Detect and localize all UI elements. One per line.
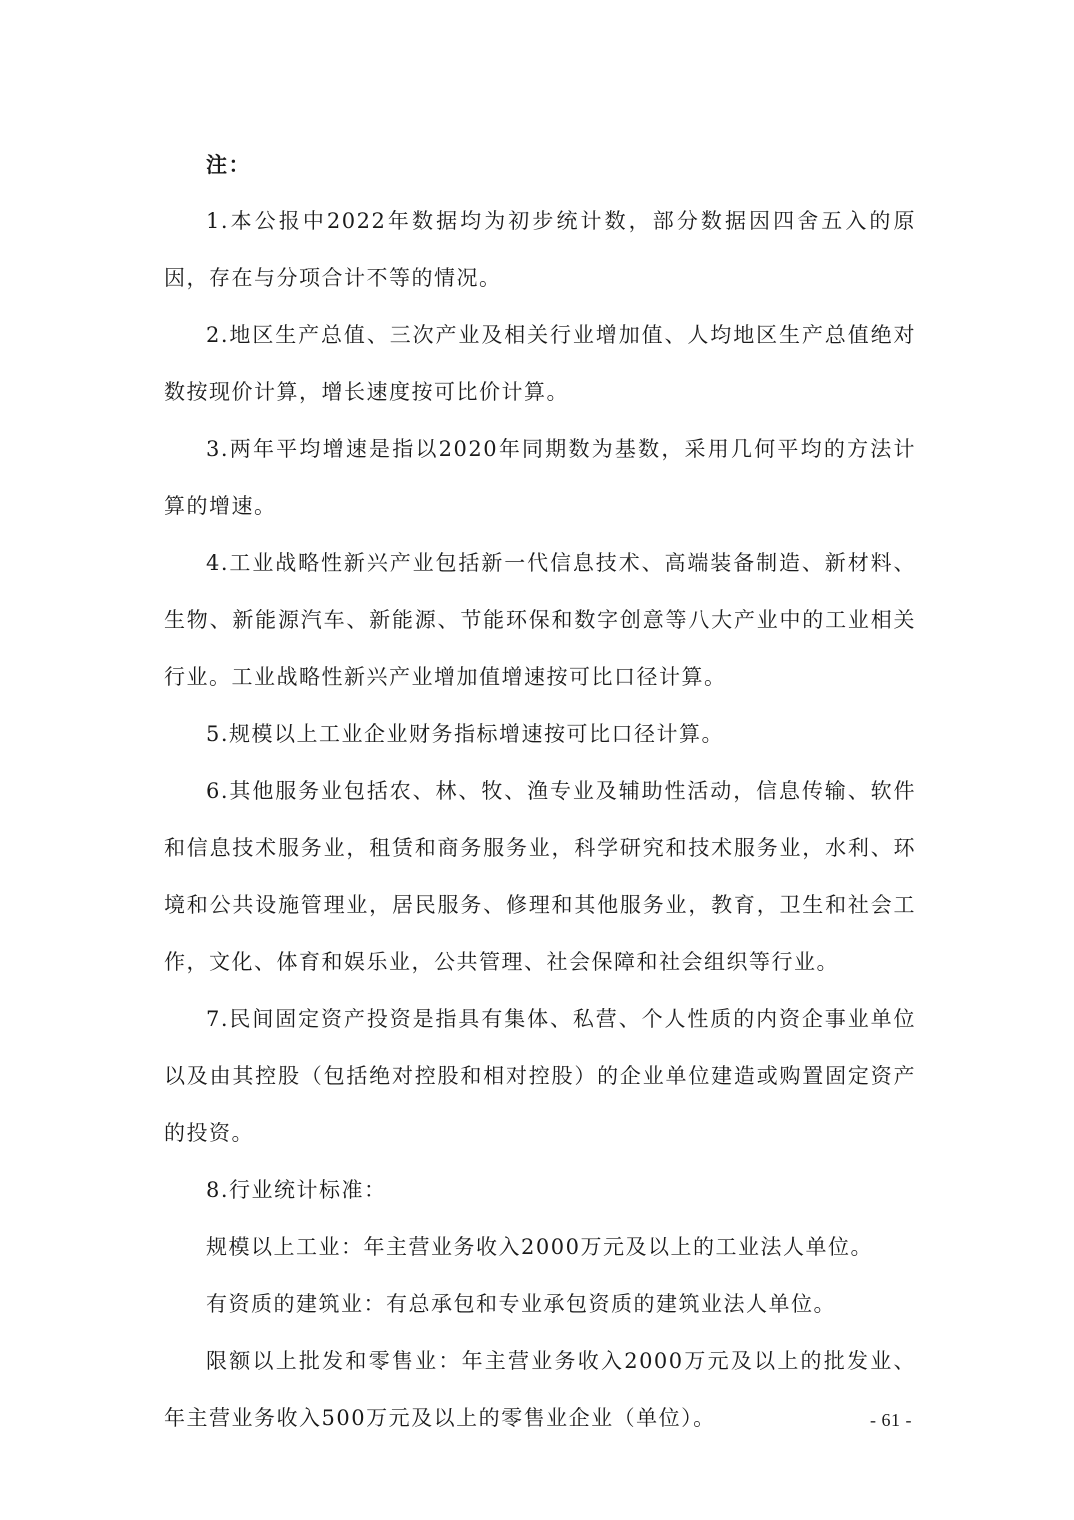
- standard-wholesale-retail: 限额以上批发和零售业：年主营业务收入2000万元及以上的批发业、年主营业务收入500万元及以上的零售业企业（单位）。: [164, 1349, 916, 1430]
- note-item-8: 8.行业统计标准：: [206, 1178, 387, 1202]
- standard-construction: 有资质的建筑业：有总承包和专业承包资质的建筑业法人单位。: [206, 1292, 836, 1316]
- note-item-1: 1.本公报中2022年数据均为初步统计数，部分数据因四舍五入的原因，存在与分项合计不等的情况。: [164, 209, 916, 290]
- note-item-7: 7.民间固定资产投资是指具有集体、私营、个人性质的内资企事业单位以及由其控股（包括绝对控股和相对控股）的企业单位建造或购置固定资产的投资。: [164, 1007, 916, 1145]
- notes-heading: 注：: [206, 152, 251, 177]
- page-number: - 61 -: [870, 1410, 912, 1430]
- note-item-6: 6.其他服务业包括农、林、牧、渔专业及辅助性活动，信息传输、软件和信息技术服务业，租赁和商务服务业，科学研究和技术服务业，水利、环境和公共设施管理业，居民服务、修理和其他服务业，教育，卫生和社会工作，文化、体育和娱乐业，公共管理、社会保障和社会组织等行业。: [164, 779, 916, 974]
- note-item-3: 3.两年平均增速是指以2020年同期数为基数，采用几何平均的方法计算的增速。: [164, 437, 916, 518]
- notes-section: [164, 136, 916, 1447]
- note-item-2: 2.地区生产总值、三次产业及相关行业增加值、人均地区生产总值绝对数按现价计算，增长速度按可比价计算。: [164, 323, 916, 404]
- note-item-4: 4.工业战略性新兴产业包括新一代信息技术、高端装备制造、新材料、生物、新能源汽车、新能源、节能环保和数字创意等八大产业中的工业相关行业。工业战略性新兴产业增加值增速按可比口径计算。: [164, 551, 916, 689]
- note-item-5: 5.规模以上工业企业财务指标增速按可比口径计算。: [206, 722, 725, 746]
- standard-industrial: 规模以上工业：年主营业务收入2000万元及以上的工业法人单位。: [206, 1235, 873, 1259]
